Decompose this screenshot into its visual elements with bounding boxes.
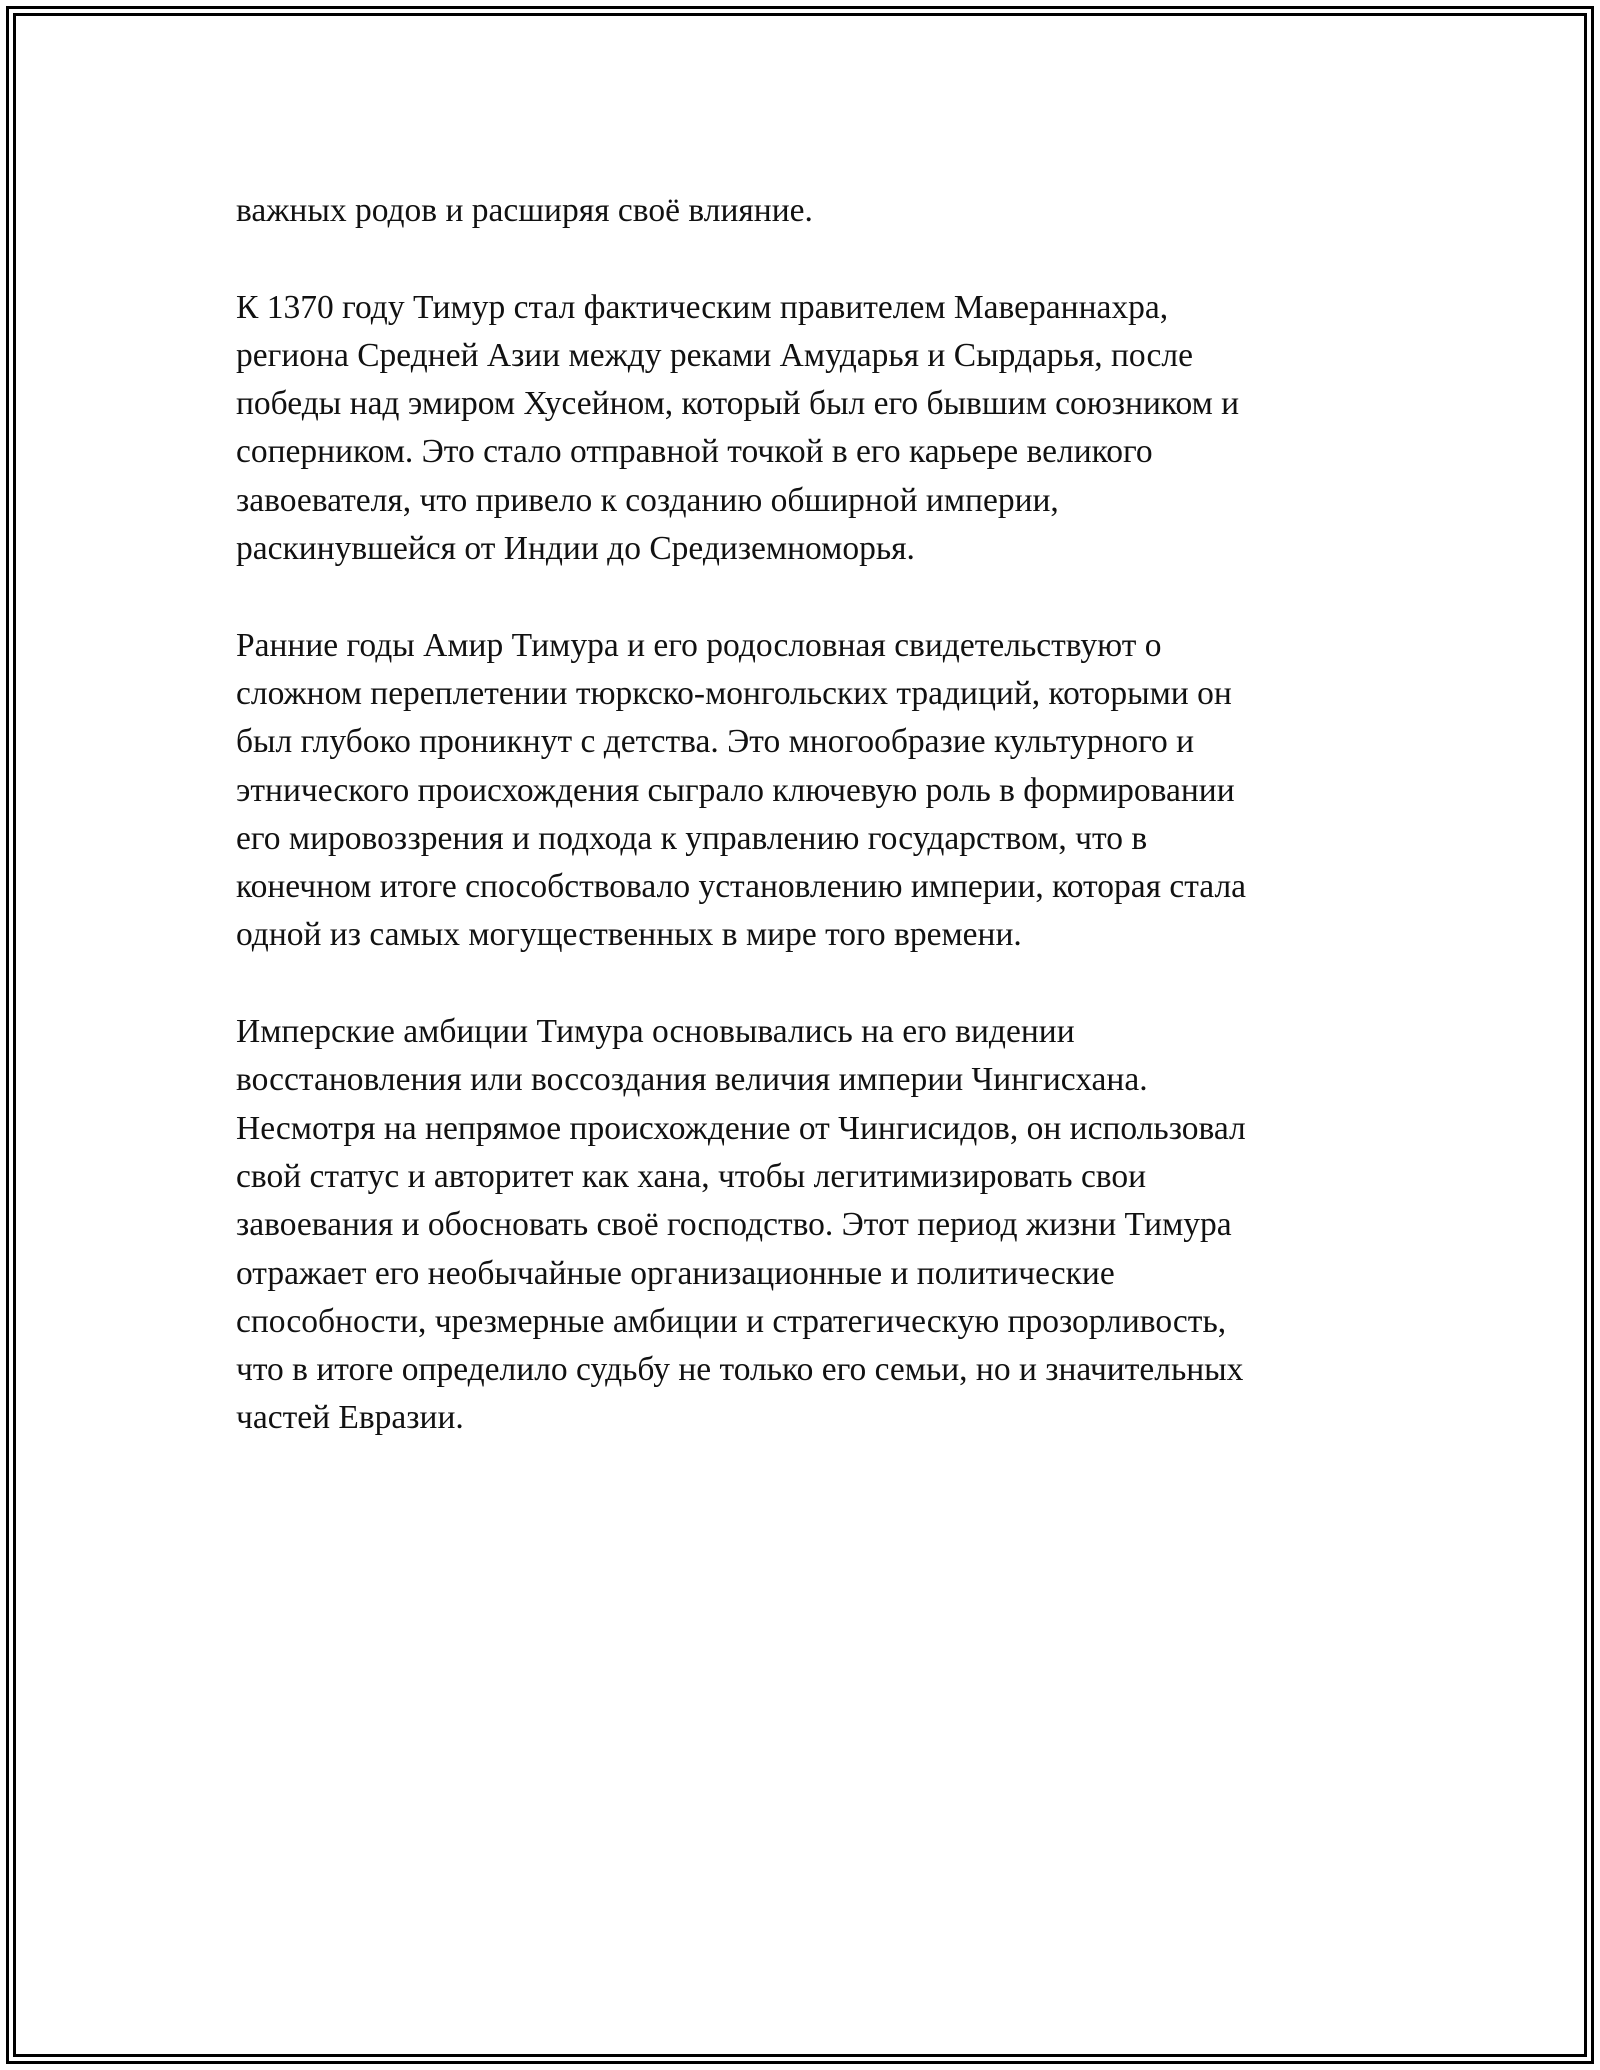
paragraph: [236, 284, 1396, 574]
text-line: соперником. Это стало отправной точкой в его карьере великого: [236, 433, 1153, 471]
text-line: свой статус и авторитет как хана, чтобы легитимизировать свои: [236, 1157, 1147, 1195]
text-line: завоевателя, что привело к созданию обширной империи,: [236, 481, 1059, 519]
text-line: способности, чрезмерные амбиции и стратегическую прозорливость,: [236, 1302, 1227, 1340]
text-line: отражает его необычайные организационные и политические: [236, 1254, 1115, 1292]
text-line: завоевания и обосновать своё господство. Этот период жизни Тимура: [236, 1206, 1232, 1244]
text-line: К 1370 году Тимур стал фактическим правителем Мавераннахра,: [236, 288, 1169, 326]
paragraph: [236, 187, 1396, 235]
text-line: региона Средней Азии между реками Амударья и Сырдарья, после: [236, 336, 1193, 374]
text-line: раскинувшейся от Индии до Средиземноморья.: [236, 530, 915, 568]
text-line: Имперские амбиции Тимура основывались на его видении: [236, 1013, 1075, 1051]
paragraph: [236, 622, 1396, 960]
text-line: что в итоге определило судьбу не только его семьи, но и значительных: [236, 1351, 1244, 1389]
text-line: одной из самых могущественных в мире того времени.: [236, 916, 1022, 954]
text-line: Несмотря на непрямое происхождение от Чингисидов, он использовал: [236, 1109, 1246, 1147]
text-line: восстановления или воссоздания величия империи Чингисхана.: [236, 1061, 1148, 1099]
document-body: [236, 187, 1396, 1491]
text-line: сложном переплетении тюркско-монгольских традиций, которыми он: [236, 674, 1232, 712]
text-line: его мировоззрения и подхода к управлению государством, что в: [236, 819, 1148, 857]
text-line: частей Евразии.: [236, 1399, 464, 1437]
text-line: конечном итоге способствовало установлению империи, которая стала: [236, 868, 1247, 906]
paragraph: [236, 1008, 1396, 1443]
text-line: был глубоко проникнут с детства. Это многообразие культурного и: [236, 723, 1195, 761]
text-line: Ранние годы Амир Тимура и его родословная свидетельствуют о: [236, 626, 1162, 664]
text-line: этнического происхождения сыграло ключевую роль в формировании: [236, 771, 1235, 809]
text-line: важных родов и расширяя своё влияние.: [236, 192, 813, 229]
text-line: победы над эмиром Хусейном, который был его бывшим союзником и: [236, 385, 1240, 423]
